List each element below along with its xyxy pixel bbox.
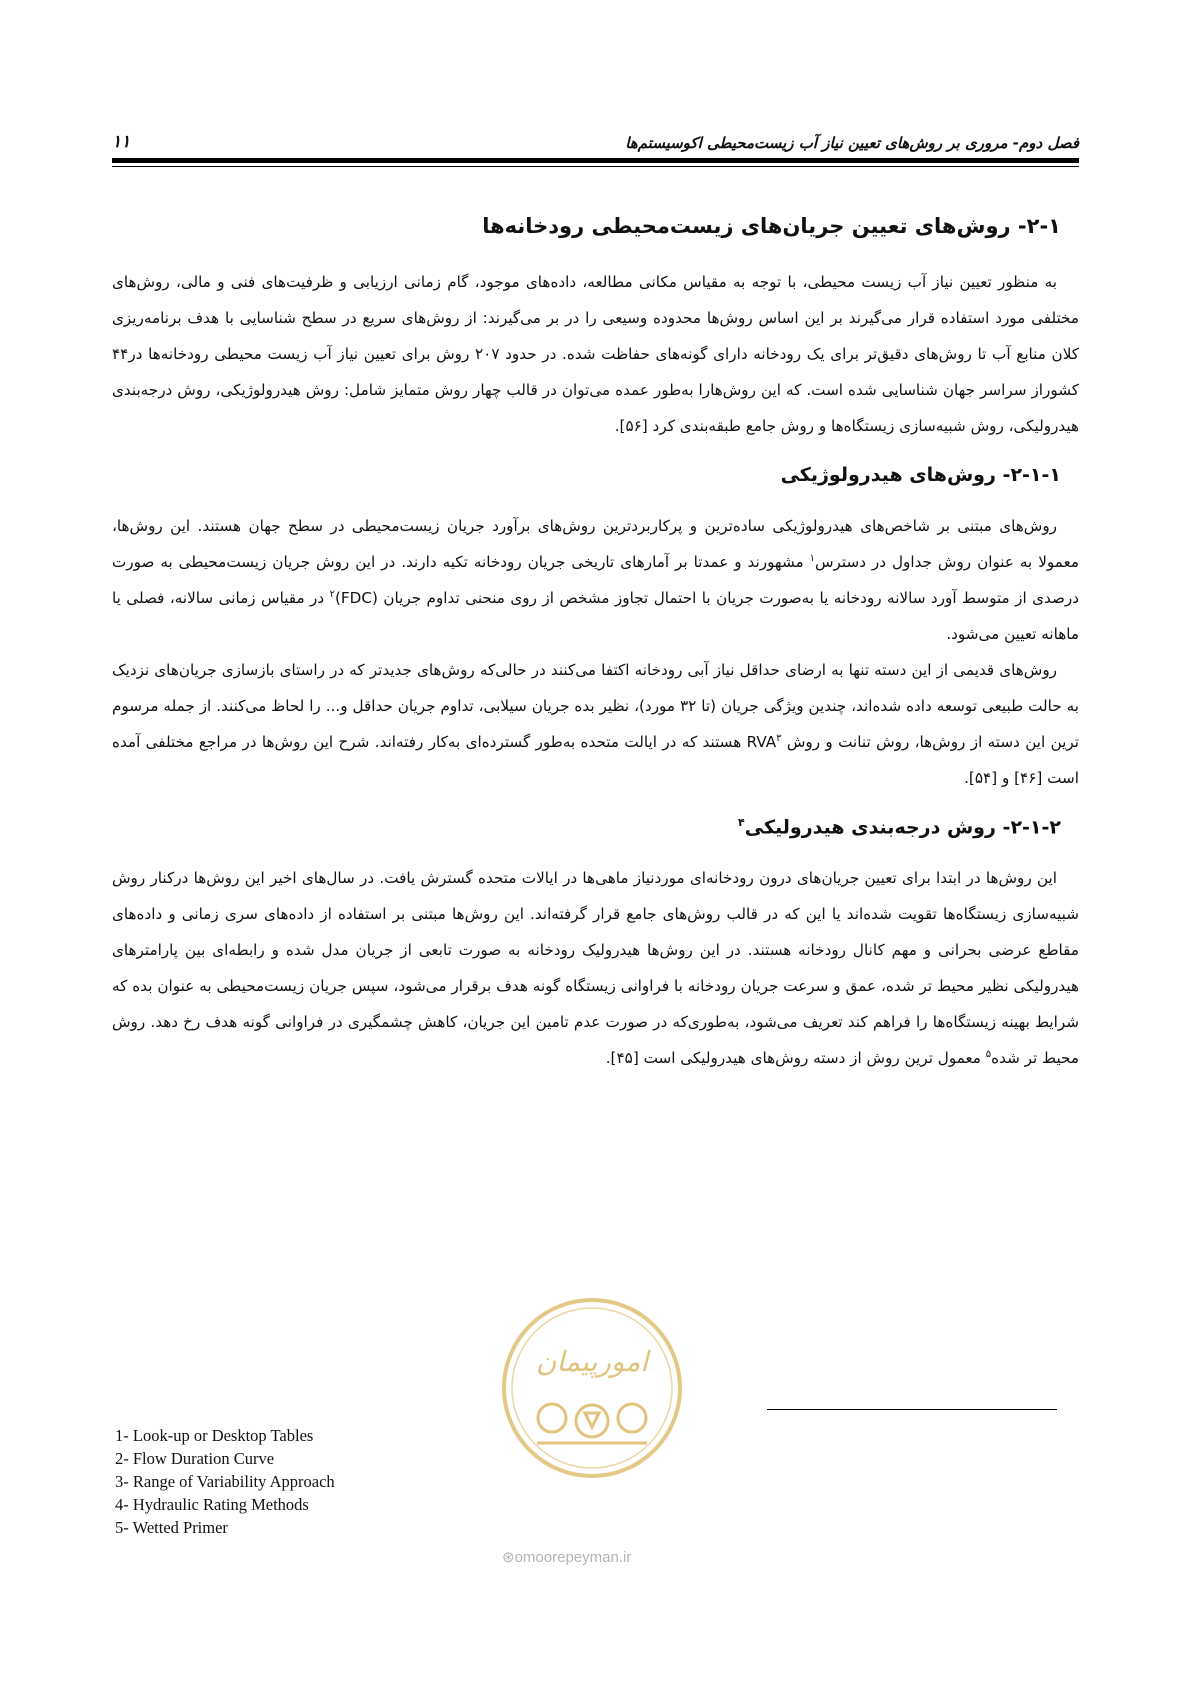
footnote-1: 1- Look-up or Desktop Tables [115, 1426, 314, 1445]
subsection-1-title: ۲-۱-۱- روش‌های هیدرولوژیکی [780, 464, 1061, 486]
footnote-4: 4- Hydraulic Rating Methods [115, 1495, 309, 1514]
subsection-2-paragraph: این روش‌ها در ابتدا برای تعیین جریان‌های درون رودخانه‌ای موردنیاز ماهی‌ها در ایالات متحده گسترش یافت. در سال‌های اخیر این روش‌ها درکنار روش شبیه‌سازی زیستگاه‌ها تقویت شده‌اند یا این که در قالب روش‌های جامع قرار گرفته‌اند. این روش‌ها مبتنی بر استفاده از داده‌های سری زمانی و داده‌های مقاطع عرضی بحرانی و مهم کانال رودخانه هستند. در این روش‌ها هیدرولیک رودخانه به صورت تابعی از جریان مدل شده و رابطه‌ای بین پارامترهای هیدرولیکی نظیر محیط تر شده، عمق و سرعت جریان رودخانه با فراوانی زیستگاه گونه هدف برقرار می‌شود، سپس جریان زیست‌محیطی به عنوان بده که شرایط بهینه زیستگاه‌ها را فراهم کند تعریف می‌شود، به‌طوری‌که در صورت عدم تامین این جریان، کاهش چشمگیری در فراوانی گونه هدف رخ دهد. روش محیط تر شده$^۵$ معمول ترین روش از دسته روش‌های هیدرولیکی است [۴۵]. [112, 869, 1079, 1068]
footnotes [115, 1424, 335, 1539]
page-header [112, 132, 1079, 152]
subsection-1-paragraph-1: روش‌های مبتنی بر شاخص‌های هیدرولوژیکی ساده‌ترین و پرکاربردترین روش‌های برآورد جریان زیست‌محیطی در سطح جهان هستند. این روش‌ها، معمولا به عنوان روش جداول در دسترس$^۱$ مشهورند و عمدتا بر آمارهای تاریخی جریان رودخانه تکیه دارند. در این روش جریان زیست‌محیطی به صورت درصدی از متوسط آورد سالانه رودخانه یا به‌صورت جریان با احتمال تجاوز مشخص از روی منحنی تداوم جریان (FDC)$^۲$ در مقیاس زمانی سالانه، فصلی یا ماهانه تعیین می‌شود. [112, 517, 1079, 643]
subsection-2-title: ۲-۱-۲- روش درجه‌بندی هیدرولیکی$^۴$ [738, 816, 1061, 839]
watermark-site: ⊛omoorepeyman.ir [502, 1549, 632, 1566]
footnote-2: 2- Flow Duration Curve [115, 1449, 275, 1468]
watermark-globe-icon: ⊛ [502, 1549, 515, 1566]
main-content [112, 214, 1079, 1096]
footnote-ref-1: ۱ [809, 552, 815, 564]
page-number: ۱۱ [112, 132, 131, 152]
header-rule-thin [112, 166, 1079, 167]
footnote-separator [767, 1409, 1057, 1410]
footnote-ref-2: ۲ [329, 588, 335, 600]
seal-text: امورپیمان [535, 1345, 649, 1378]
footnote-3: 3- Range of Variability Approach [115, 1472, 335, 1491]
footnote-5: 5- Wetted Primer [115, 1518, 228, 1537]
header-rule-thick [112, 158, 1079, 163]
chapter-title: فصل دوم- مروری بر روش‌های تعیین نیاز آب زیست‌محیطی اکوسیستم‌ها [625, 134, 1079, 152]
subsection-1-paragraph-2: روش‌های قدیمی از این دسته تنها به ارضای حداقل نیاز آبی رودخانه اکتفا می‌کنند در حالی‌که روش‌های جدیدتر که در راستای بازسازی جریان‌های نزدیک به حالت طبیعی توسعه داده شده‌اند، چندین ویژگی جریان (تا ۳۲ مورد)، نظیر بده جریان سیلابی، تداوم جریان حداقل و... را لحاظ می‌کنند. از جمله مرسوم ترین این دسته از روش‌ها، روش تنانت و روش RVA$^۳$ هستند که در ایالت متحده به‌طور گسترده‌ای به‌کار رفته‌اند. شرح این روش‌ها در مراجع مختلفی آمده است [۴۶] و [۵۴]. [112, 661, 1079, 787]
watermark-seal-icon [497, 1293, 687, 1483]
footnote-ref-3: ۳ [776, 732, 782, 744]
footnote-ref-4: ۴ [738, 816, 745, 829]
section-paragraph: به منظور تعیین نیاز آب زیست محیطی، با توجه به مقیاس مکانی مطالعه، داده‌های موجود، گام زمانی ارزیابی و ظرفیت‌های فنی و مالی، روش‌های مختلفی مورد استفاده قرار می‌گیرند بر این اساس روش‌ها محدوده وسیعی را در بر می‌گیرند: از روش‌های سریع در سطح شناسایی با هدف برنامه‌ریزی کلان منابع آب تا روش‌های دقیق‌تر برای یک رودخانه دارای گونه‌های حفاظت شده. در حدود ۲۰۷ روش برای تعیین نیاز آب زیست محیطی رودخانه‌ها در۴۴ کشوراز سراسر جهان شناسایی شده است. که این روش‌هارا به‌طور عمده می‌توان در قالب چهار روش متمایز شامل: روش هیدرولوژیکی، روش درجه‌بندی هیدرولیکی، روش شبیه‌سازی زیستگاه‌ها و روش جامع طبقه‌بندی کرد [۵۶]. [112, 273, 1079, 435]
footnote-ref-5: ۵ [985, 1049, 992, 1061]
section-title: ۲-۱- روش‌های تعیین جریان‌های زیست‌محیطی رودخانه‌ها [482, 214, 1061, 238]
